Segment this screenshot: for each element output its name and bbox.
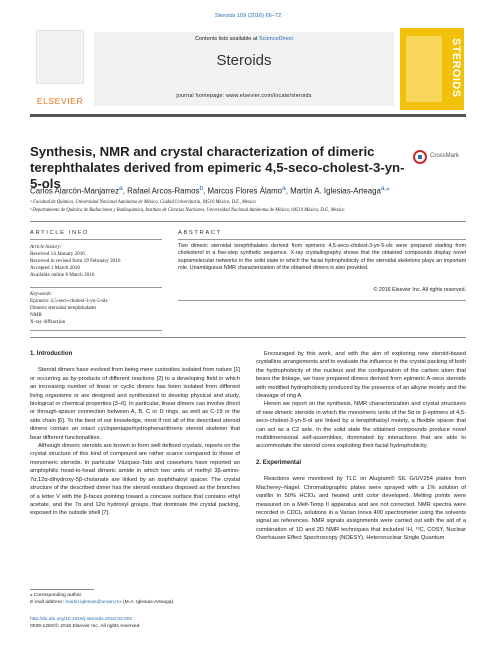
divider	[30, 239, 162, 240]
abstract-heading: ABSTRACT	[178, 230, 222, 236]
article-identifiers	[30, 616, 240, 630]
journal-header	[30, 24, 466, 110]
divider	[30, 337, 466, 338]
elsevier-wordmark: ELSEVIER	[36, 96, 84, 106]
body-column-right	[256, 350, 466, 543]
affiliation-b: ᵇ Departamento de Química de Radiaciones y Radioquímica, Instituto de Ciencias Nucleares, Universidad Nacional Autónoma de México, 04510 México, D.F., Mexico	[30, 208, 345, 213]
email-note	[30, 599, 240, 606]
body-paragraph: Although dimeric steroids are known to form well defined crystals, reports on the crystal structure of this kind of compound are rather scarce compared to those of monomeric steroids. In particular Vázquez-Tato and coworkers have reported an amphiphilic head-to-head dimeric amide in which two units of methyl 3β-amino-7α,12α-dihydroxy-5β-cholanate are linked by an isophthaloyl spacer. The crystal structure of the described dimer has the steroid residues disposed as the branches of a letter V with the β-faces pointing toward a concave surface that contains ethyl acetate, and the 7α and 12α hydroxyl groups, that dominate the crystal packing, exposed in the outside shell [7].	[30, 443, 240, 517]
email-link[interactable]: martin.iglesias@unam.mx	[65, 600, 122, 605]
article-info-heading: ARTICLE INFO	[30, 230, 90, 236]
journal-homepage[interactable]: journal homepage: www.elsevier.com/locate/steroids	[176, 93, 312, 99]
experimental-heading: 2. Experimental	[256, 458, 302, 466]
body-paragraph: Steroid dimers have evolved from being mere curiosities isolated from nature [1] or occurring as by-products of different reactions [2] to a developing field in which an increasing number of linear or cyclic dimers has been isolated from different living organisms or are designed and synthesized to develop physical and study, biological or chemical properties [3–6]. In particular, linear dimers can involve direct or through-spacer connection between A, B, C or D rings, as well as C-19 or the side chain [6]. To the best of our knowledge, most if not all of the described steroid dimers contain an intact cyclopentaperhydrophenanthrene steroid skeleton that bear different functionalities.	[30, 367, 240, 441]
journal-title: Steroids	[216, 52, 272, 69]
keyword: Dimeric steroidal terephthalates	[30, 305, 97, 311]
journal-banner	[94, 32, 394, 106]
author-list: Carlos Alarcón-Manjarrez$^a$, Rafael Arcos-Ramos$^b$, Marcos Flores Álamo$^a$, Martín A. Iglesias-Arteaga$^{a,⁎}$	[30, 185, 390, 196]
sciencedirect-link[interactable]: ScienceDirect	[258, 36, 293, 42]
header-divider	[30, 114, 466, 117]
author-affiliation-mark[interactable]: a	[282, 185, 286, 192]
issn-line: 0039-128X/© 2016 Elsevier Inc. All rights reserved.	[30, 624, 141, 629]
journal-reference[interactable]: Steroids 109 (2016) 66–72	[214, 13, 282, 19]
crossmark-label: CrossMark	[430, 153, 460, 159]
body-column-left	[30, 350, 240, 518]
keywords-heading: Keywords:	[30, 291, 53, 297]
keyword: X-ray diffraction	[30, 319, 66, 325]
affiliation-a: ᵃ Facultad de Química, Universidad Nacional Autónoma de México, Ciudad Universitaria, 04510 México, D.F., Mexico	[30, 200, 256, 205]
history-item: Accepted 1 March 2016	[30, 265, 80, 271]
divider	[178, 239, 466, 240]
author-affiliation-mark[interactable]: a	[119, 185, 123, 192]
introduction-heading: 1. Introduction	[30, 350, 73, 357]
history-item: Received in revised form 19 February 2016	[30, 258, 121, 264]
author-affiliation-mark[interactable]: a,⁎	[380, 185, 390, 192]
history-item: Received 14 January 2016	[30, 251, 85, 257]
footnote-divider	[30, 589, 94, 590]
footnotes	[30, 592, 240, 606]
history-heading: Article history:	[30, 244, 62, 250]
author-name: Rafael Arcos-Ramos	[127, 186, 200, 196]
keywords	[30, 291, 162, 326]
keyword: NMR	[30, 312, 42, 318]
article-history	[30, 244, 162, 279]
email-label: E-mail address:	[30, 600, 66, 605]
author-name: Martín A. Iglesias-Arteaga	[290, 186, 381, 196]
elsevier-logo	[30, 24, 90, 110]
divider	[30, 287, 162, 288]
body-paragraph: Herein we report on the synthesis, NMR characterization and crystal structures of new dimeric steroids in which the monomeric units of the 5α or β-epimers of 4,5-seco-cholest-3-yn-5-ol are linked by a terephthaloyl moiety, a flexible spacer that can act as a C2 axle. In the solid state the obtained compounds produce novel multidimensional self-assemblies, dominated by interactions that are able to accommodate the steroid cores exploiting their facial hydrophobicity.	[256, 401, 466, 450]
author-affiliation-mark[interactable]: b	[199, 185, 204, 192]
divider	[30, 221, 466, 222]
cover-artwork	[406, 36, 442, 102]
contents-line	[94, 36, 394, 42]
keyword: Epimeric 4,5-seco-cholest-3-yn-5-ols	[30, 298, 108, 304]
divider	[178, 300, 466, 301]
body-paragraph: Encouraged by this work, and with the aim of exploring new steroid-based crystalline arrangements and to evaluate the influence in the crystal packing of both the hydrophobicity of the nucleus and the configuration of the carbon atom that bears the linkage, we have prepared dimers derived from epimeric A-seco steroids with modified hydrophobicity produced by the presence of an alkyne moiety and the cleavage of ring A.	[256, 351, 466, 400]
email-suffix: (M.A. Iglesias-Arteaga).	[121, 600, 175, 605]
contents-prefix: Contents lists available at	[195, 36, 259, 42]
crossmark-badge[interactable]	[413, 150, 473, 164]
history-item: Available online 8 March 2016	[30, 272, 95, 278]
paper-title: Synthesis, NMR and crystal characterization of dimeric terephthalates derived from epimeric 4,5-seco-cholest-3-yn-5-ols	[30, 144, 405, 191]
corresponding-author-note: ⁎ Corresponding author.	[30, 593, 83, 598]
abstract-copyright: © 2016 Elsevier Inc. All rights reserved.	[373, 287, 466, 293]
doi-link[interactable]: http://dx.doi.org/10.1016/j.steroids.2016.03.001	[30, 617, 133, 622]
cover-title: STEROIDS	[450, 38, 462, 98]
crossmark-icon	[413, 150, 427, 164]
abstract-text: Two dimeric steroidal terephthalates derived from epimeric 4,5-seco-cholest-3-yn-5-ols were prepared starting from cholesterol in a five-step synthetic sequence. X-ray crystallography shows that the obtained compounds display novel supramolecular networks in the solid state in which the facial hydrophobicity of the steroidal skeletons plays an important role. Unambiguous NMR characterization of the obtained dimers is also provided.	[178, 243, 466, 272]
journal-cover-image	[400, 28, 464, 110]
author-name: Marcos Flores Álamo	[207, 186, 283, 196]
author-name: Carlos Alarcón-Manjarrez	[30, 186, 120, 196]
body-paragraph: Reactions were monitored by TLC on Alugram® SIL G/UV254 plates from Macherey–Nagel. Chromatographic plates were sprayed with a 1% solution of vanillin in 50% HClO₄ and heated until color developed. Melting points were measured on a Melt-Temp II apparatus and are not corrected. NMR spectra were recorded in CDCl₃ solutions in a Varian Inova 400 spectrometer using the solvents signal as references. NMR signals assignments were carried out with the aid of a combination of 1D and 2D NMR techniques that included ¹H, ¹³C, COSY, Nuclear Overhauser Effect Spectroscopy (NOESY), Heteronuclear Single Quantum	[256, 476, 466, 542]
elsevier-tree-icon	[36, 30, 84, 84]
divider	[30, 330, 162, 331]
